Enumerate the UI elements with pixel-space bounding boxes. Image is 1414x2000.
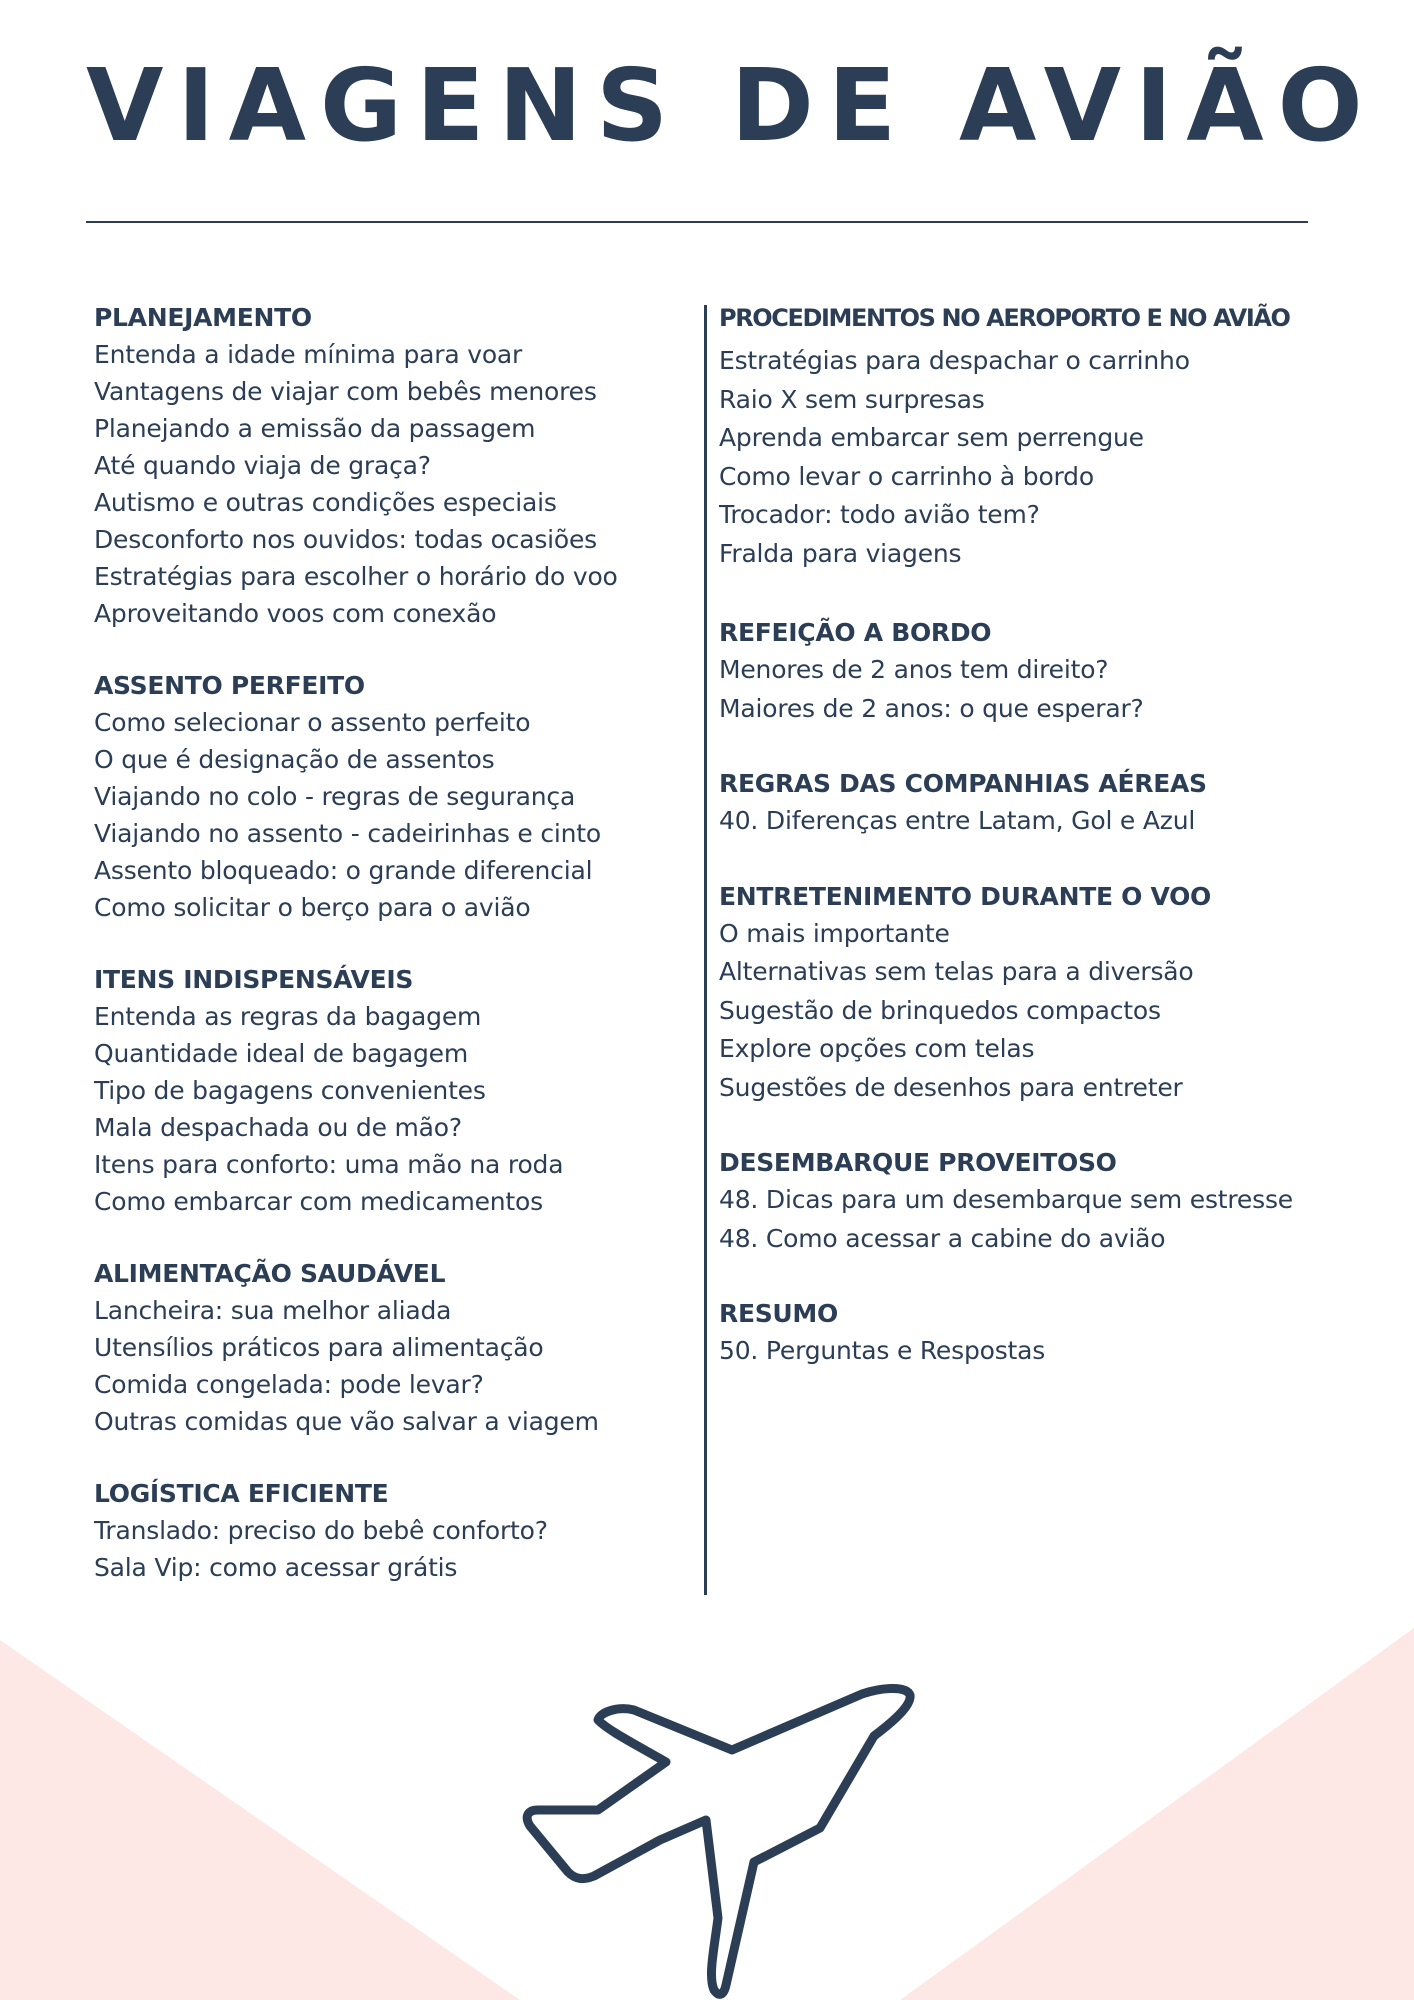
topic-list: [719, 1181, 1359, 1258]
topic-item: Quantidade ideal de bagagem: [94, 1039, 469, 1068]
section-itens-indispensaveis: [94, 962, 684, 1220]
right-column: [719, 300, 1359, 1409]
section-heading: PLANEJAMENTO: [94, 303, 312, 332]
section-heading: ENTRETENIMENTO DURANTE O VOO: [719, 881, 1212, 911]
topic-item: O que é designação de assentos: [94, 745, 495, 774]
topic-list: [94, 336, 684, 632]
topic-item: Explore opções com telas: [719, 1034, 1035, 1063]
topic-item: Comida congelada: pode levar?: [94, 1370, 484, 1399]
topic-list: [94, 704, 684, 926]
topic-item: Trocador: todo avião tem?: [719, 500, 1040, 529]
topic-list: [719, 802, 1359, 841]
topic-list: [719, 651, 1359, 728]
pink-triangle-left: [0, 1640, 520, 2000]
topic-item: Entenda a idade mínima para voar: [94, 340, 523, 369]
section-assento-perfeito: [94, 668, 684, 926]
topic-item: Mala despachada ou de mão?: [94, 1113, 462, 1142]
title-divider: [86, 221, 1308, 223]
topic-item: Utensílios práticos para alimentação: [94, 1333, 544, 1362]
section-heading: REGRAS DAS COMPANHIAS AÉREAS: [719, 769, 1207, 798]
section-heading: PROCEDIMENTOS NO AEROPORTO E NO AVIÃO: [719, 304, 1290, 332]
topic-item: 48. Como acessar a cabine do avião: [719, 1223, 1166, 1253]
topic-item: Raio X sem surpresas: [719, 384, 985, 414]
topic-item: Viajando no colo - regras de segurança: [94, 782, 576, 811]
section-resumo: [719, 1296, 1359, 1371]
topic-item: Viajando no assento - cadeirinhas e cinto: [94, 819, 601, 848]
topic-item: Como solicitar o berço para o avião: [94, 893, 531, 922]
topic-item: Como embarcar com medicamentos: [94, 1187, 543, 1216]
topic-item: Tipo de bagagens convenientes: [94, 1076, 486, 1105]
topic-item: Entenda as regras da bagagem: [94, 1002, 482, 1031]
topic-list: [719, 1332, 1359, 1371]
topic-item: 40. Diferenças entre Latam, Gol e Azul: [719, 806, 1196, 835]
section-heading: DESEMBARQUE PROVEITOSO: [719, 1148, 1117, 1177]
topic-item: Assento bloqueado: o grande diferencial: [94, 856, 593, 885]
topic-list: [719, 915, 1359, 1108]
topic-item: 48. Dicas para um desembarque sem estresse: [719, 1185, 1293, 1214]
topic-item: Aproveitando voos com conexão: [94, 599, 497, 628]
topic-list: [719, 342, 1359, 573]
section-entretenimento-durante-o-voo: [719, 879, 1359, 1108]
topic-item: O mais importante: [719, 918, 950, 948]
topic-item: Alternativas sem telas para a diversão: [719, 957, 1194, 986]
section-logistica-eficiente: [94, 1476, 684, 1586]
topic-item: Estratégias para escolher o horário do voo: [94, 562, 618, 591]
section-heading: ALIMENTAÇÃO SAUDÁVEL: [94, 1259, 446, 1288]
topic-item: 50. Perguntas e Respostas: [719, 1336, 1046, 1365]
topic-item: Estratégias para despachar o carrinho: [719, 346, 1190, 375]
topic-list: [94, 1512, 684, 1586]
topic-list: [94, 998, 684, 1220]
section-heading: ITENS INDISPENSÁVEIS: [94, 965, 414, 994]
topic-item: Sala Vip: como acessar grátis: [94, 1553, 458, 1582]
topic-item: Como levar o carrinho à bordo: [719, 461, 1094, 491]
topic-item: Menores de 2 anos tem direito?: [719, 655, 1109, 684]
topic-item: Vantagens de viajar com bebês menores: [94, 377, 597, 406]
topic-list: [94, 1292, 684, 1440]
topic-item: Desconforto nos ouvidos: todas ocasiões: [94, 525, 598, 554]
topic-item: Autismo e outras condições especiais: [94, 488, 557, 517]
topic-item: Fralda para viagens: [719, 538, 962, 568]
topic-item: Planejando a emissão da passagem: [94, 414, 536, 443]
section-desembarque-proveitoso: [719, 1145, 1359, 1258]
section-procedimentos-no-aeroporto-e-no-aviao: [719, 300, 1359, 573]
section-heading: REFEIÇÃO A BORDO: [719, 618, 992, 647]
section-heading: LOGÍSTICA EFICIENTE: [94, 1479, 389, 1508]
topic-item: Lancheira: sua melhor aliada: [94, 1296, 452, 1325]
topic-item: Itens para conforto: uma mão na roda: [94, 1150, 564, 1179]
topic-item: Maiores de 2 anos: o que esperar?: [719, 693, 1144, 723]
topic-item: Como selecionar o assento perfeito: [94, 708, 531, 737]
left-column: [94, 300, 684, 1622]
section-refeicao-a-bordo: [719, 615, 1359, 728]
pink-triangle-right: [900, 1628, 1414, 2000]
section-alimentacao-saudavel: [94, 1256, 684, 1440]
column-divider: [704, 305, 707, 1595]
topic-item: Sugestões de desenhos para entreter: [719, 1072, 1183, 1102]
section-heading: ASSENTO PERFEITO: [94, 671, 365, 700]
section-regras-das-companhias-aereas: [719, 766, 1359, 841]
section-planejamento: [94, 300, 684, 632]
topic-item: Aprenda embarcar sem perrengue: [719, 423, 1144, 452]
page-title: VIAGENS DE AVIÃO: [86, 47, 1377, 164]
topic-item: Translado: preciso do bebê conforto?: [94, 1516, 548, 1545]
topic-item: Até quando viaja de graça?: [94, 451, 431, 480]
airplane-icon: [510, 1680, 930, 2000]
section-heading: RESUMO: [719, 1299, 838, 1328]
topic-item: Outras comidas que vão salvar a viagem: [94, 1407, 599, 1436]
topic-item: Sugestão de brinquedos compactos: [719, 995, 1161, 1025]
